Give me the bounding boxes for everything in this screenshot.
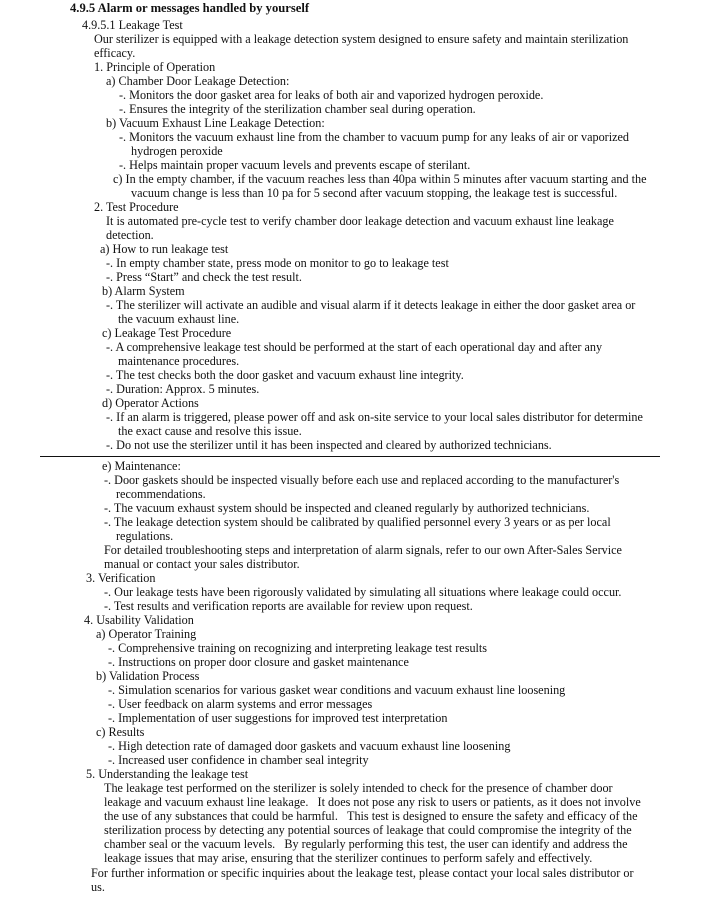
s1-a-item: -. Monitors the door gasket area for leaks of both air and vaporized hydrogen peroxide. xyxy=(119,88,544,102)
s1-c-item: c) In the empty chamber, if the vacuum reaches less than 40pa within 5 minutes after vacuum starting and the xyxy=(113,172,647,186)
s2-e-item-cont: recommendations. xyxy=(116,487,206,501)
intro-line-2: efficacy. xyxy=(94,46,136,60)
closing-line: For further information or specific inquiries about the leakage test, please contact your local sales distributor or xyxy=(91,866,634,880)
s4-c-title: c) Results xyxy=(96,725,145,739)
s2-d-title: d) Operator Actions xyxy=(102,396,199,410)
s1-b-title: b) Vacuum Exhaust Line Leakage Detection: xyxy=(106,116,325,130)
s3-title: 3. Verification xyxy=(86,571,156,585)
s5-para-line: the use of any substances that could be harmful. This test is designed to ensure the safety and efficacy of the xyxy=(104,809,638,823)
subsection-heading: 4.9.5.1 Leakage Test xyxy=(82,18,183,32)
s2-e-item: -. Door gaskets should be inspected visually before each use and replaced according to the manufacturer's xyxy=(104,473,620,487)
s2-e-item: -. The vacuum exhaust system should be inspected and cleaned regularly by authorized technicians. xyxy=(104,501,590,515)
section-heading: 4.9.5 Alarm or messages handled by yourself xyxy=(70,1,310,15)
s5-title: 5. Understanding the leakage test xyxy=(86,767,249,781)
s3-item: -. Test results and verification reports are available for review upon request. xyxy=(104,599,473,613)
s2-c-item: -. Duration: Approx. 5 minutes. xyxy=(106,382,260,396)
intro-line-1: Our sterilizer is equipped with a leakage detection system designed to ensure safety and maintain sterilization xyxy=(94,32,629,46)
s2-e-title: e) Maintenance: xyxy=(102,459,181,473)
s2-a-item: -. Press “Start” and check the test result. xyxy=(106,270,302,284)
s4-b-title: b) Validation Process xyxy=(96,669,200,683)
s5-para-line: The leakage test performed on the sterilizer is solely intended to check for the presence of chamber door xyxy=(104,781,613,795)
s4-a-item: -. Instructions on proper door closure and gasket maintenance xyxy=(108,655,409,669)
s2-b-item-cont: the vacuum exhaust line. xyxy=(118,312,240,326)
s2-note-cont: manual or contact your sales distributor. xyxy=(104,557,300,571)
s2-a-item: -. In empty chamber state, press mode on monitor to go to leakage test xyxy=(106,256,449,270)
s2-c-item: -. A comprehensive leakage test should be performed at the start of each operational day and after any xyxy=(106,340,603,354)
s4-a-item: -. Comprehensive training on recognizing and interpreting leakage test results xyxy=(108,641,488,655)
s2-d-item-cont: the exact cause and resolve this issue. xyxy=(118,424,302,438)
s4-c-item: -. Increased user confidence in chamber seal integrity xyxy=(108,753,369,767)
s2-e-item-cont: regulations. xyxy=(116,529,174,543)
closing-line-cont: us. xyxy=(91,880,105,894)
s1-c-item-cont: vacuum change is less than 10 pa for 5 second after vacuum stopping, the leakage test is successful. xyxy=(131,186,618,200)
s2-intro-cont: detection. xyxy=(106,228,154,242)
s1-b-item-cont: hydrogen peroxide xyxy=(131,144,223,158)
s1-a-title: a) Chamber Door Leakage Detection: xyxy=(106,74,290,88)
page-divider xyxy=(40,456,660,457)
s2-d-item: -. Do not use the sterilizer until it has been inspected and cleared by authorized technicians. xyxy=(106,438,552,452)
s2-a-title: a) How to run leakage test xyxy=(100,242,229,256)
s4-c-item: -. High detection rate of damaged door gaskets and vacuum exhaust line loosening xyxy=(108,739,511,753)
s2-c-title: c) Leakage Test Procedure xyxy=(102,326,232,340)
s5-para-line: sterilization process by detecting any potential sources of leakage that could compromise the integrity of the xyxy=(104,823,632,837)
s1-b-item: -. Helps maintain proper vacuum levels and prevents escape of sterilant. xyxy=(119,158,471,172)
s2-note: For detailed troubleshooting steps and interpretation of alarm signals, refer to our own After-Sales Service xyxy=(104,543,622,557)
s1-title: 1. Principle of Operation xyxy=(94,60,216,74)
s1-b-item: -. Monitors the vacuum exhaust line from the chamber to vacuum pump for any leaks of air or vaporized xyxy=(119,130,630,144)
s4-b-item: -. Implementation of user suggestions for improved test interpretation xyxy=(108,711,448,725)
s2-b-item: -. The sterilizer will activate an audible and visual alarm if it detects leakage in either the door gasket area or xyxy=(106,298,636,312)
s4-title: 4. Usability Validation xyxy=(84,613,194,627)
s5-para-line: leakage and vacuum exhaust line leakage. It does not pose any risk to users or patients, as it does not involve xyxy=(104,795,641,809)
s5-para-line: leakage issues that may arise, ensuring that the sterilizer continues to perform safely and effectively. xyxy=(104,851,593,865)
s2-intro: It is automated pre-cycle test to verify chamber door leakage detection and vacuum exhaust line leakage xyxy=(106,214,614,228)
s5-para-line: chamber seal or the vacuum levels. By regularly performing this test, the user can identify and address the xyxy=(104,837,628,851)
s2-b-title: b) Alarm System xyxy=(102,284,185,298)
s2-c-item-cont: maintenance procedures. xyxy=(118,354,240,368)
s2-c-item: -. The test checks both the door gasket and vacuum exhaust line integrity. xyxy=(106,368,464,382)
s4-b-item: -. Simulation scenarios for various gasket wear conditions and vacuum exhaust line loosening xyxy=(108,683,566,697)
s2-e-item: -. The leakage detection system should be calibrated by qualified personnel every 3 years or as per local xyxy=(104,515,611,529)
s4-a-title: a) Operator Training xyxy=(96,627,197,641)
s3-item: -. Our leakage tests have been rigorously validated by simulating all situations where leakage could occur. xyxy=(104,585,622,599)
s1-a-item: -. Ensures the integrity of the sterilization chamber seal during operation. xyxy=(119,102,476,116)
s4-b-item: -. User feedback on alarm systems and error messages xyxy=(108,697,373,711)
s2-title: 2. Test Procedure xyxy=(94,200,179,214)
s2-d-item: -. If an alarm is triggered, please power off and ask on-site service to your local sales distributor for determine xyxy=(106,410,643,424)
